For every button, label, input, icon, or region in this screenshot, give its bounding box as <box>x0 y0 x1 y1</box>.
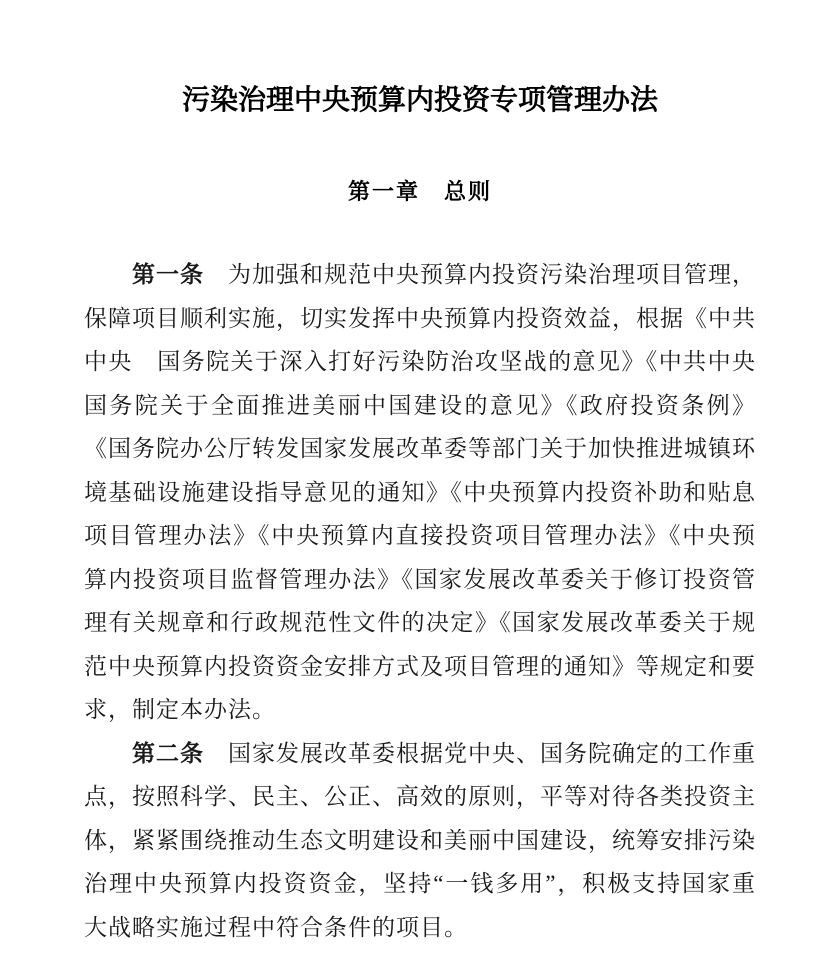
body-line: 项目管理办法》《中央预算内直接投资项目管理办法》《中央预 <box>84 523 756 548</box>
body-line: 范中央预算内投资资金安排方式及项目管理的通知》等规定和要 <box>84 653 756 679</box>
article-number: 第一条 <box>132 262 204 287</box>
body-line: 《国务院办公厅转发国家发展改革委等部门关于加快推进城镇环 <box>84 436 756 461</box>
body-line: 点，按照科学、民主、公正、高效的原则，平等对待各类投资主 <box>84 784 756 809</box>
body-line: 中央 国务院关于深入打好污染防治攻坚战的意见》《中共中央 <box>84 349 756 374</box>
chapter-heading: 第一章 总则 <box>347 179 492 204</box>
body-line: 国务院关于全面推进美丽中国建设的意见》《政府投资条例》 <box>84 392 756 418</box>
body-line: 算内投资项目监督管理办法》《国家发展改革委关于修订投资管 <box>84 566 756 592</box>
body-line: 理有关规章和行政规范性文件的决定》《国家发展改革委关于规 <box>84 610 756 635</box>
body-line: 保障项目顺利实施，切实发挥中央预算内投资效益，根据《中共 <box>84 305 756 331</box>
document-body <box>84 253 756 949</box>
body-line: 大战略实施过程中符合条件的项目。 <box>84 914 468 940</box>
body-line: 求，制定本办法。 <box>84 697 276 722</box>
body-line: 境基础设施建设指导意见的通知》《中央预算内投资补助和贴息 <box>84 479 756 505</box>
body-line: 第一条 为加强和规范中央预算内投资污染治理项目管理， <box>132 262 756 287</box>
body-line: 第二条 国家发展改革委根据党中央、国务院确定的工作重 <box>132 740 756 766</box>
body-line: 体，紧紧围绕推动生态文明建设和美丽中国建设，统筹安排污染 <box>84 827 756 853</box>
body-line: 治理中央预算内投资资金，坚持“一钱多用”，积极支持国家重 <box>84 871 756 896</box>
article-number: 第二条 <box>132 740 204 766</box>
document-title: 污染治理中央预算内投资专项管理办法 <box>181 85 658 116</box>
